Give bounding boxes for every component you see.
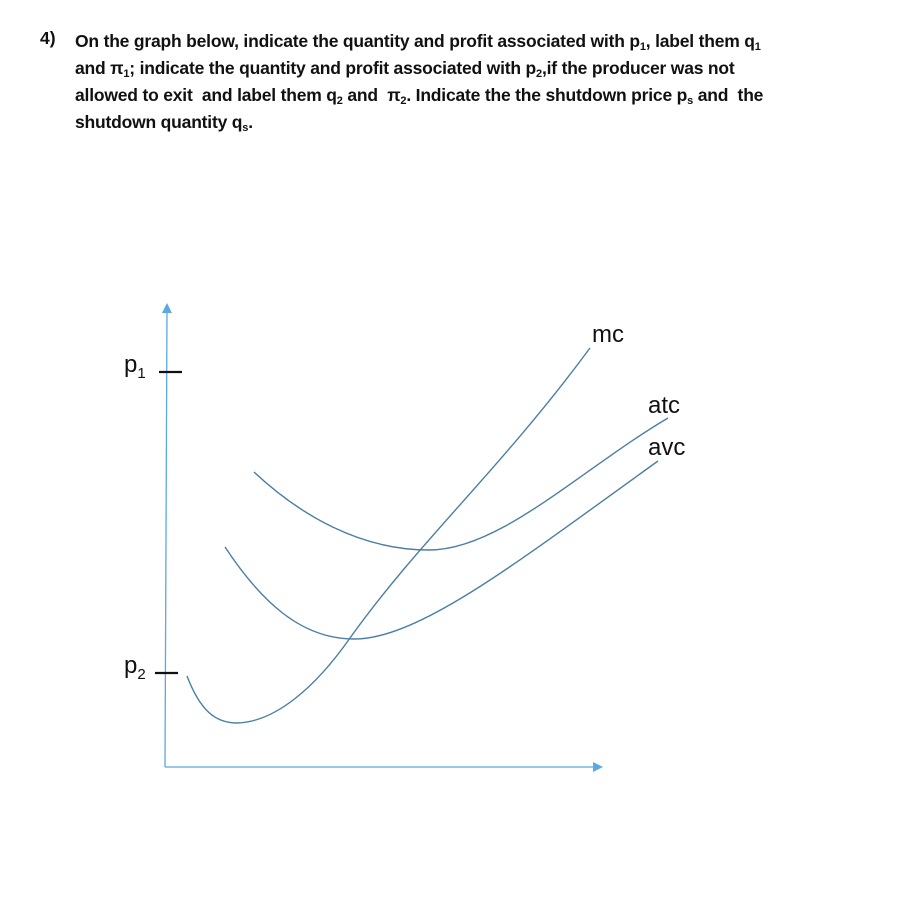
text-segment: . xyxy=(248,112,253,132)
p2-label: p xyxy=(124,652,138,679)
subscript: 1 xyxy=(123,68,130,80)
subscript: s xyxy=(242,122,249,134)
svg-text:p2 xyxy=(124,652,146,683)
text-segment: and π xyxy=(75,58,124,78)
text-segment: shutdown quantity q xyxy=(75,112,243,132)
atc-label: atc xyxy=(648,392,681,419)
text-segment: ; indicate the quantity and profit associated with p xyxy=(129,58,537,78)
subscript: 2 xyxy=(536,68,542,80)
subscript: s xyxy=(687,95,694,107)
avc-curve xyxy=(225,461,658,639)
mc-curve xyxy=(187,348,590,723)
subscript: 1 xyxy=(754,41,761,53)
mc-label: mc xyxy=(592,321,624,348)
p1-subscript: 1 xyxy=(137,365,146,382)
text-segment: and π xyxy=(342,85,401,105)
text-segment: allowed to exit and label them q xyxy=(75,85,337,105)
subscript: 1 xyxy=(639,41,646,53)
text-segment: , label them q xyxy=(645,31,755,51)
question-number: 4) xyxy=(40,28,56,48)
atc-curve xyxy=(254,418,668,550)
y-axis xyxy=(165,308,167,767)
text-segment: . Indicate the the shutdown price p xyxy=(406,85,688,105)
avc-label: avc xyxy=(648,434,686,461)
subscript: 2 xyxy=(336,95,343,107)
text-segment: ,if the producer was not xyxy=(541,58,735,78)
text-segment: and the xyxy=(693,85,764,105)
p2-subscript: 2 xyxy=(137,666,146,683)
text-segment: On the graph below, indicate the quantity and profit associated with p xyxy=(75,31,640,51)
svg-text:p1 xyxy=(124,351,146,382)
subscript: 2 xyxy=(400,95,407,107)
p1-label: p xyxy=(124,351,138,378)
